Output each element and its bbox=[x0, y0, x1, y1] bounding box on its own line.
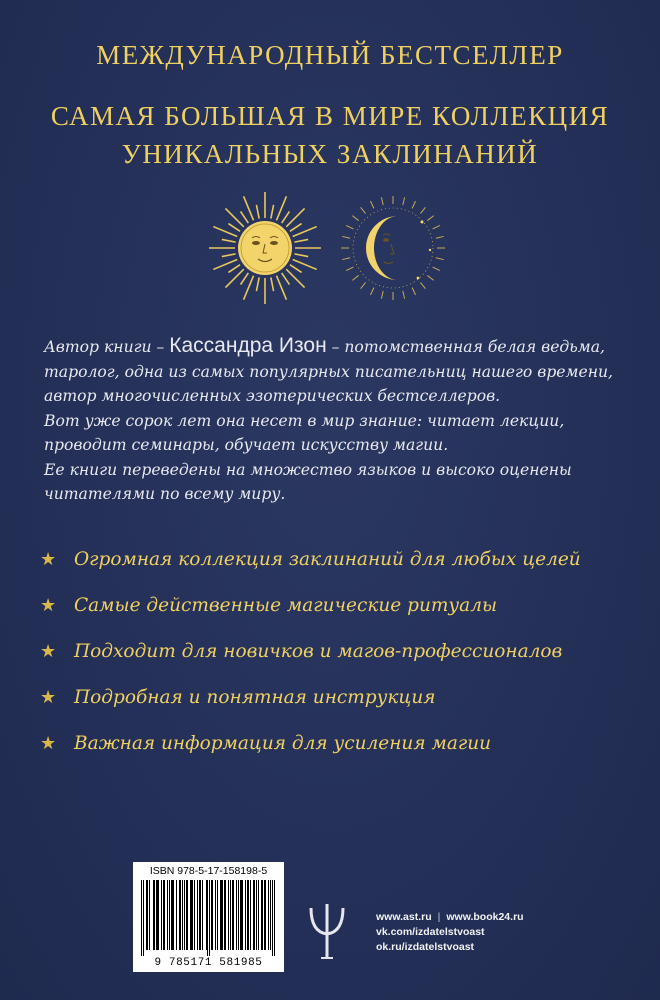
barcode-label bbox=[133, 862, 284, 972]
site-link-ast[interactable]: www.ast.ru bbox=[376, 911, 432, 923]
ean-digits: 9 785171 581985 bbox=[154, 957, 263, 969]
feature-item bbox=[40, 582, 640, 628]
star-icon: ★ bbox=[40, 548, 57, 570]
star-icon: ★ bbox=[40, 686, 57, 708]
publisher-links bbox=[376, 910, 524, 955]
psi-logo-icon bbox=[306, 902, 348, 962]
feature-text: Подходит для новичков и магов-профессионалов bbox=[74, 640, 563, 662]
link-separator: | bbox=[437, 911, 441, 923]
feature-item bbox=[40, 536, 640, 582]
feature-text: Важная информация для усиления магии bbox=[74, 732, 492, 754]
feature-text: Огромная коллекция заклинаний для любых целей bbox=[74, 548, 581, 570]
about-line-3: автор многочисленных эзотерических бестселлеров. bbox=[44, 387, 501, 405]
collection-headline-line-2: УНИКАЛЬНЫХ ЗАКЛИНАНИЙ bbox=[121, 139, 539, 169]
about-line-6: Ее книги переведены на множество языков и высоко оценены bbox=[44, 460, 572, 479]
author-description bbox=[44, 334, 624, 507]
sun-moon-emblem bbox=[200, 188, 460, 308]
collection-headline-line-1: САМАЯ БОЛЬШАЯ В МИРЕ КОЛЛЕКЦИЯ bbox=[50, 101, 610, 131]
feature-list bbox=[40, 536, 640, 766]
star-icon: ★ bbox=[40, 732, 57, 754]
feature-item bbox=[40, 720, 640, 766]
about-line-1-suffix: – потомственная белая ведьма, bbox=[326, 338, 605, 356]
feature-text: Самые действенные магические ритуалы bbox=[74, 594, 498, 616]
about-line-7: читателями по всему миру. bbox=[44, 485, 286, 503]
bestseller-headline: МЕЖДУНАРОДНЫЙ БЕСТСЕЛЛЕР bbox=[96, 40, 564, 70]
star-icon: ★ bbox=[40, 640, 57, 662]
isbn-number: ISBN 978-5-17-158198-5 bbox=[149, 865, 268, 877]
vk-link[interactable]: vk.com/izdatelstvoast bbox=[376, 926, 485, 938]
about-line-4: Вот уже сорок лет она несет в мир знание: читает лекции, bbox=[44, 411, 565, 430]
collection-headline bbox=[0, 97, 660, 173]
about-line-1 bbox=[44, 334, 624, 360]
feature-text: Подробная и понятная инструкция bbox=[74, 686, 436, 708]
about-line-5: проводит семинары, обучает искусству магии. bbox=[44, 436, 449, 454]
barcode-icon bbox=[141, 880, 276, 956]
about-line-2: таролог, одна из самых популярных писательниц нашего времени, bbox=[44, 362, 613, 381]
feature-item bbox=[40, 628, 640, 674]
author-name: Кассандра Изон bbox=[169, 334, 327, 357]
sun-face-icon bbox=[209, 192, 321, 304]
moon-face-icon bbox=[341, 196, 445, 300]
publisher-sites-row bbox=[376, 910, 524, 925]
site-link-book24[interactable]: www.book24.ru bbox=[446, 911, 524, 923]
feature-item bbox=[40, 674, 640, 720]
star-icon: ★ bbox=[40, 594, 57, 616]
ok-link[interactable]: ok.ru/izdatelstvoast bbox=[376, 941, 475, 953]
about-line-1-prefix: Автор книги – bbox=[44, 338, 170, 356]
